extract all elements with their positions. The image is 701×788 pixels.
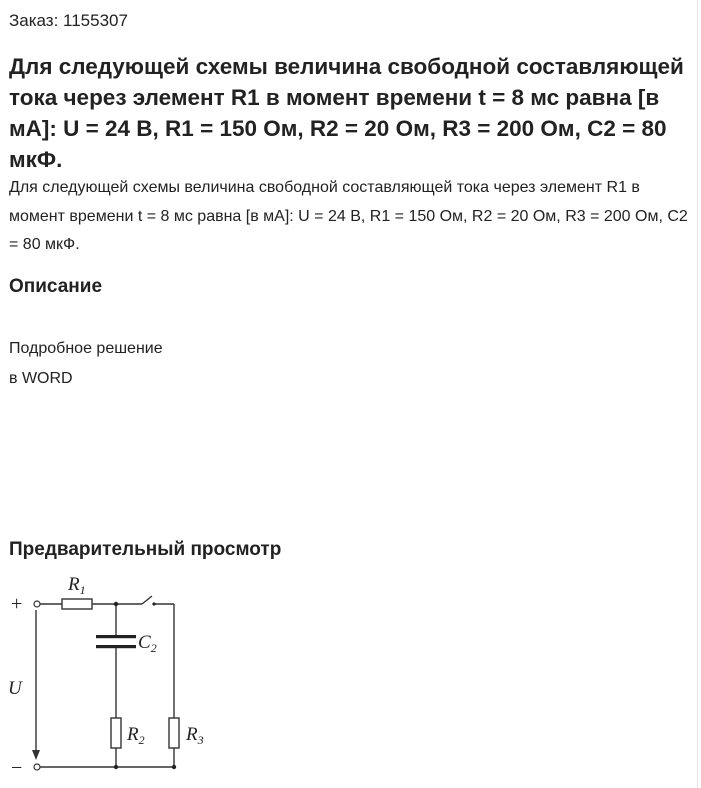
resistor-r1 xyxy=(62,599,92,609)
terminal-plus xyxy=(34,601,40,607)
node-dot xyxy=(172,765,176,769)
description-heading: Описание xyxy=(9,276,103,297)
description-line: в WORD xyxy=(9,370,73,387)
preview-heading: Предварительный просмотр xyxy=(9,539,282,560)
c2-label: $C_2$ xyxy=(138,632,157,655)
node-dot xyxy=(114,602,118,606)
circuit-schematic xyxy=(0,568,210,778)
capacitor-plate xyxy=(96,635,136,638)
description-line: Подробное решение xyxy=(9,340,163,357)
switch xyxy=(142,596,152,604)
page-border xyxy=(697,0,698,788)
task-description: Для следующей схемы величина свободной составляющей тока через элемент R1 в момент времени t = 8 мс равна [в мА]: U = 24 В, R1 = 150 Ом, R2 = 20 Ом, R3 = 200 Ом, С2 = 80 мкФ. xyxy=(9,179,688,253)
r1-label: $R_1$ xyxy=(68,574,86,597)
plus-sign: + xyxy=(11,593,23,615)
task-title: Для следующей схемы величина свободной составляющей тока через элемент R1 в момент времени t = 8 мс равна [в мА]: U = 24 В, R1 = 150 Ом, R2 = 20 Ом, R3 = 200 Ом, С2 = 80 мкФ. xyxy=(9,54,684,172)
preview-image[interactable] xyxy=(0,568,210,778)
arrow-head-icon xyxy=(32,750,40,760)
terminal-minus xyxy=(34,764,40,770)
resistor-r2 xyxy=(111,718,121,748)
capacitor-plate xyxy=(96,645,136,648)
r3-label: $R_3$ xyxy=(186,724,204,747)
source-label: U xyxy=(8,678,22,699)
order-number: Заказ: 1155307 xyxy=(9,11,128,30)
resistor-r3 xyxy=(169,718,179,748)
switch-contact xyxy=(152,602,155,605)
node-dot xyxy=(114,765,118,769)
minus-sign: − xyxy=(11,757,23,778)
r2-label: $R_2$ xyxy=(127,724,145,747)
